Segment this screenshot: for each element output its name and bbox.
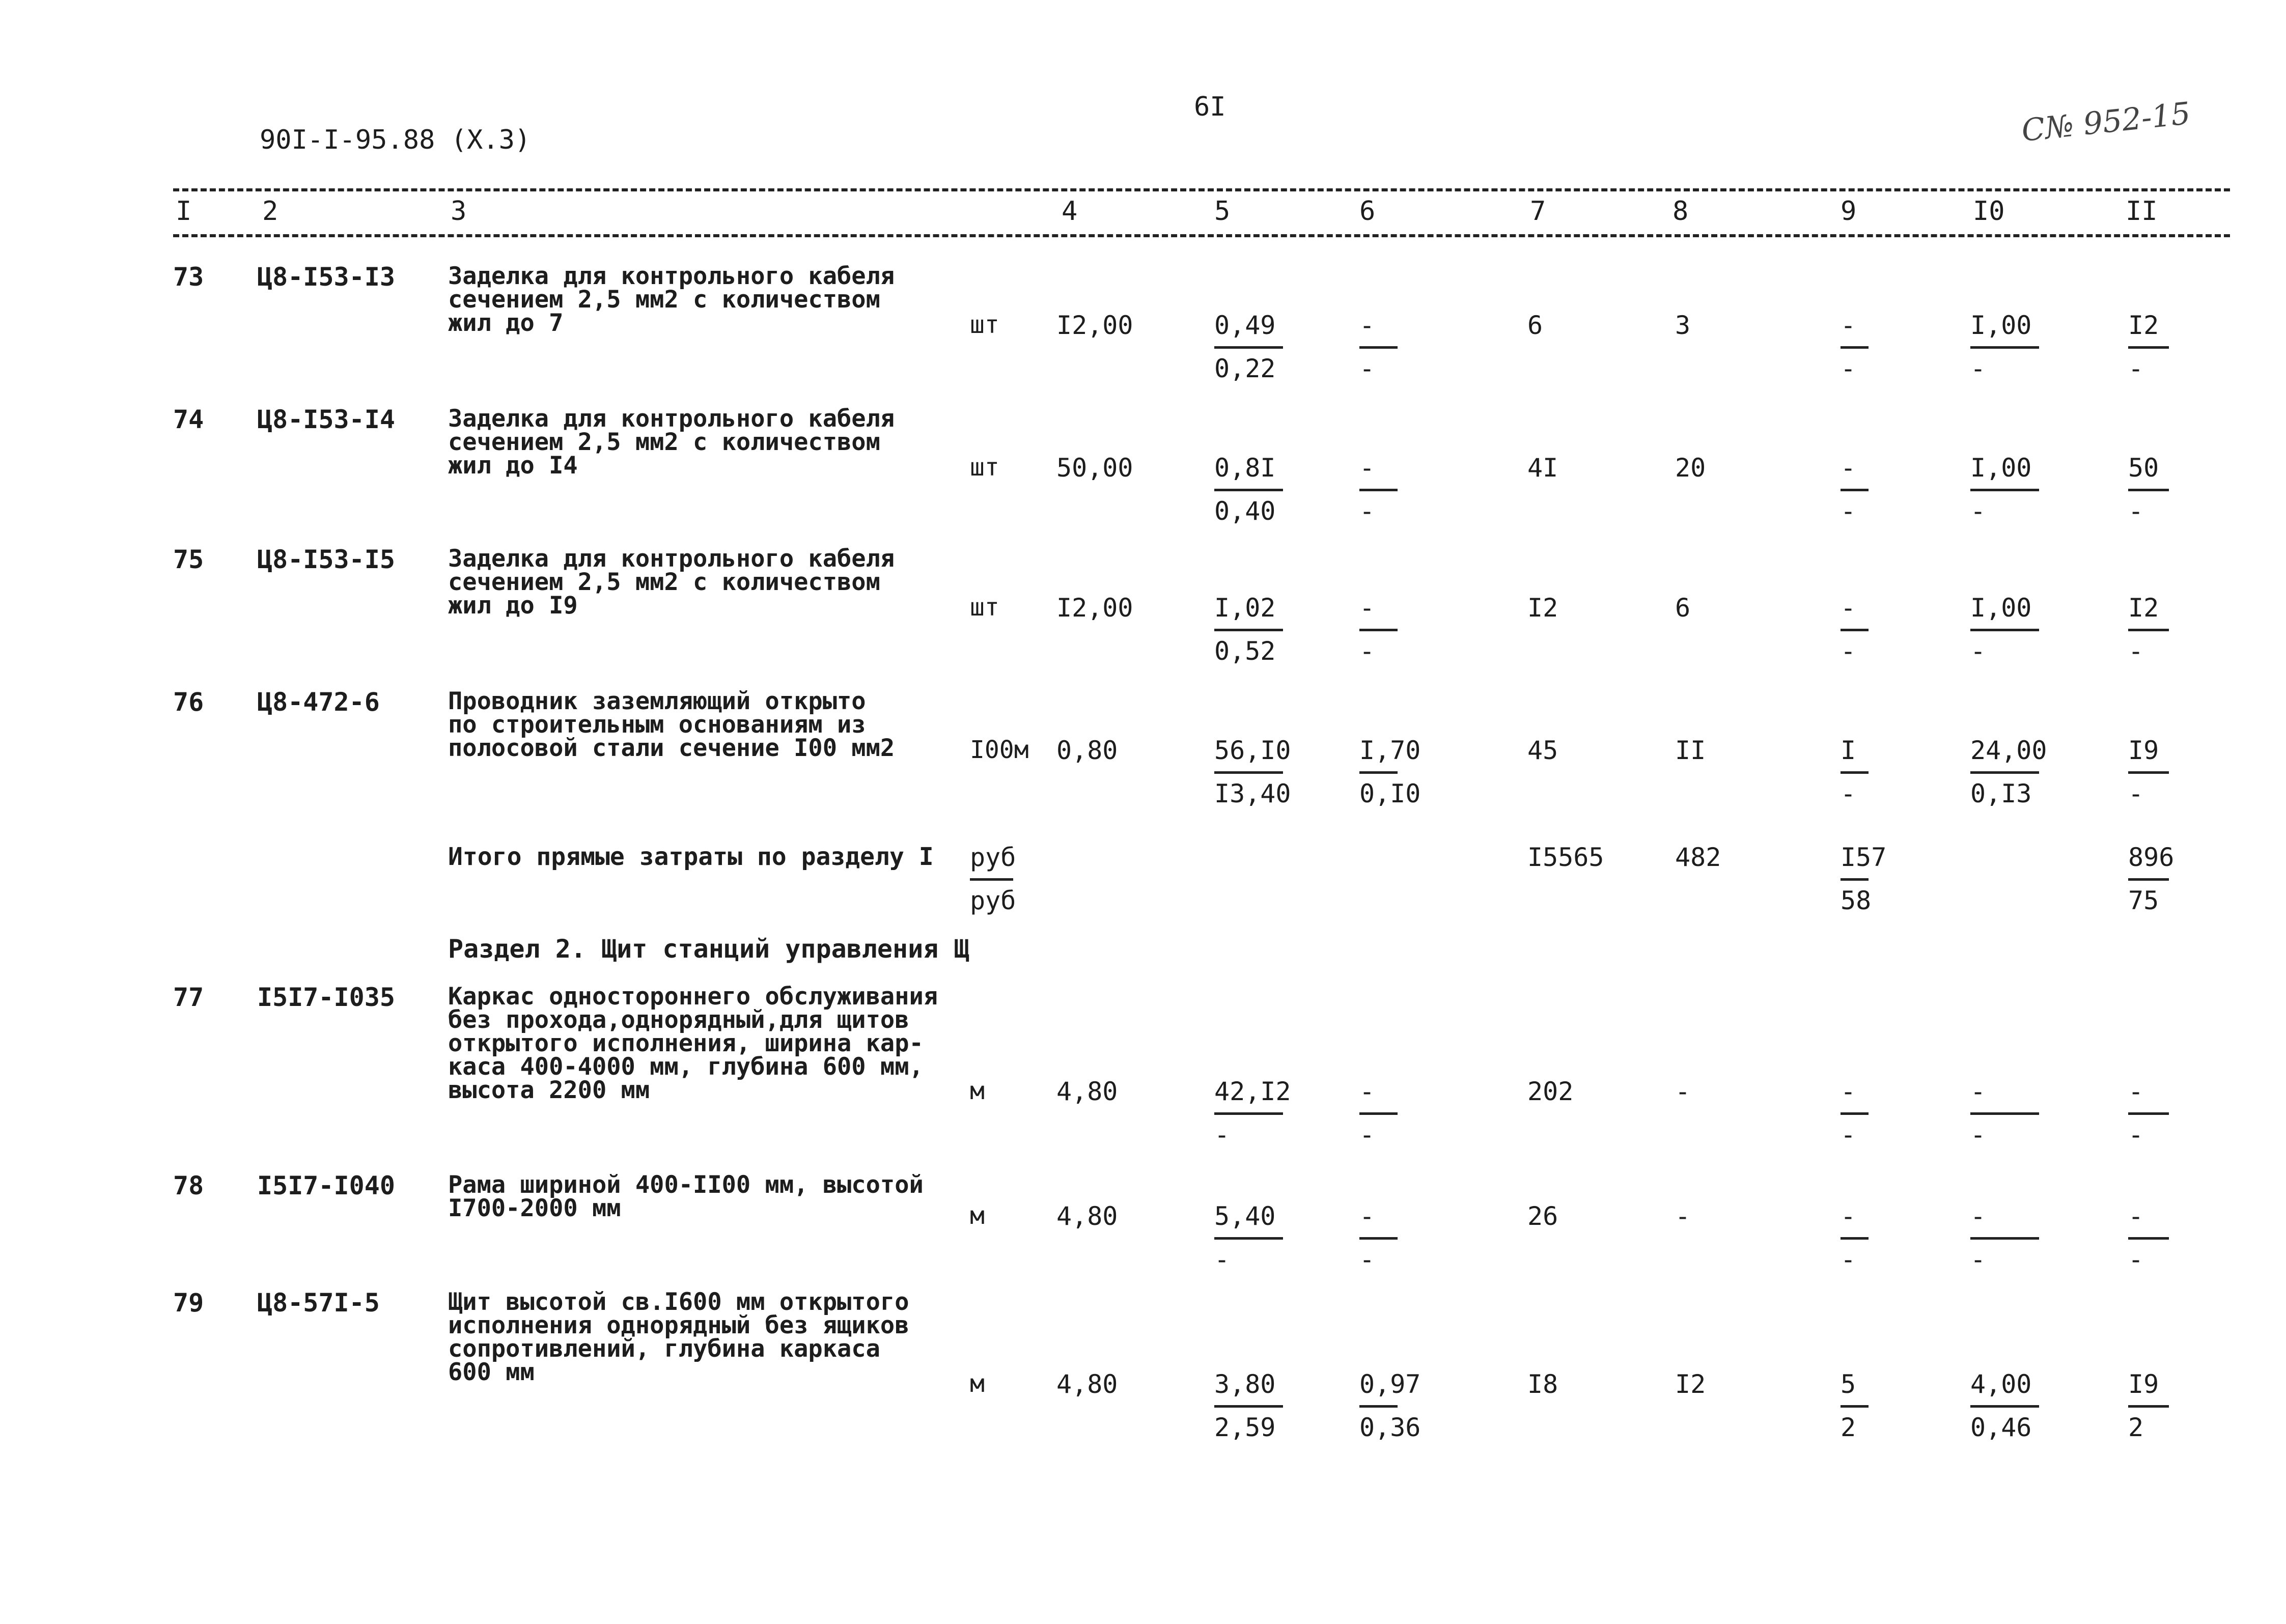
archive-stamp: С№ 952-15: [2020, 95, 2192, 149]
fraction-denominator: -: [1970, 496, 1986, 526]
col-7-value: 6: [1527, 311, 1543, 340]
work-description: Каркас одностороннего обслуживания без прохода,однорядный,для щитов открытого исполнения, ширина кар- каса 400-4000 мм, глубина 600 мм, высота 2200 мм: [448, 983, 938, 1104]
fraction-numerator: -: [2128, 1201, 2144, 1231]
fraction-bar: [1970, 1405, 2039, 1408]
fraction-bar: [1214, 1112, 1283, 1115]
fraction-numerator: 42,I2: [1214, 1077, 1291, 1106]
fraction-denominator: 2: [1841, 1413, 1856, 1442]
fraction-denominator: 0,52: [1214, 636, 1276, 666]
fraction-numerator: -: [1970, 1201, 1986, 1231]
fraction-bar: [1841, 629, 1869, 631]
fraction-numerator: I9: [2128, 1369, 2159, 1399]
fraction-numerator: -: [1841, 1201, 1856, 1231]
row-number: 74: [173, 405, 204, 434]
fraction-bar: [1841, 771, 1869, 774]
col-header-5: 5: [1214, 196, 1231, 227]
fraction-numerator: руб: [970, 843, 1016, 872]
rate-code: Ц8-I53-I3: [257, 262, 395, 292]
fraction-denominator: -: [1841, 636, 1856, 666]
rate-code: I5I7-I040: [257, 1171, 395, 1200]
fraction-numerator: 896: [2128, 843, 2175, 872]
fraction-numerator: -: [1359, 593, 1375, 623]
fraction-bar: [1841, 1237, 1869, 1240]
unit-of-measure: м: [970, 1201, 985, 1230]
work-description: Заделка для контрольного кабеля сечением 2,5 мм2 с количеством жил до I4: [448, 405, 895, 480]
fraction-denominator: -: [1841, 1120, 1856, 1150]
section-heading: Раздел 2. Щит станций управления Щ: [448, 934, 969, 964]
doc-code: 90I-I-95.88 (X.3): [260, 125, 531, 155]
fraction-denominator: 0,40: [1214, 496, 1276, 526]
fraction-bar: [1359, 346, 1398, 349]
fraction-numerator: 0,97: [1359, 1369, 1421, 1399]
fraction-denominator: -: [1841, 496, 1856, 526]
fraction-numerator: I,00: [1970, 453, 2032, 483]
fraction-bar: [1214, 1405, 1283, 1408]
fraction-bar: [1214, 629, 1283, 631]
fraction-bar: [1841, 1112, 1869, 1115]
fraction-denominator: -: [2128, 1120, 2144, 1150]
col-header-4: 4: [1062, 196, 1078, 227]
col-8-value: II: [1675, 736, 1706, 765]
fraction-numerator: I2: [2128, 311, 2159, 340]
unit-of-measure: м: [970, 1369, 985, 1398]
col-7-value: 45: [1527, 736, 1558, 765]
fraction-numerator: -: [1841, 311, 1856, 340]
fraction-numerator: I2: [2128, 593, 2159, 623]
fraction-bar: [2128, 1112, 2169, 1115]
fraction-denominator: -: [1359, 1120, 1375, 1150]
fraction-numerator: I,00: [1970, 311, 2032, 340]
fraction-numerator: I,00: [1970, 593, 2032, 623]
row-number: 75: [173, 545, 204, 574]
header-top-rule: [173, 188, 2230, 191]
fraction-numerator: 0,8I: [1214, 453, 1276, 483]
unit-of-measure: шт: [970, 453, 999, 482]
fraction-numerator: I9: [2128, 736, 2159, 765]
fraction-denominator: 0,36: [1359, 1413, 1421, 1442]
fraction-numerator: -: [1359, 1077, 1375, 1106]
totals-col-7: I5565: [1527, 843, 1604, 872]
rate-code: Ц8-I53-I5: [257, 545, 395, 574]
fraction-bar: [1214, 771, 1283, 774]
col-header-9: 9: [1841, 196, 1857, 227]
fraction-bar: [1970, 1112, 2039, 1115]
col-8-value: 3: [1675, 311, 1691, 340]
fraction-denominator: 0,I0: [1359, 779, 1421, 808]
fraction-numerator: I,02: [1214, 593, 1276, 623]
fraction-denominator: 0,46: [1970, 1413, 2032, 1442]
fraction-bar: [1841, 346, 1869, 349]
fraction-numerator: 0,49: [1214, 311, 1276, 340]
work-description: Рама шириной 400-II00 мм, высотой I700-2000 мм: [448, 1171, 924, 1222]
quantity: 4,80: [1056, 1369, 1118, 1399]
col-header-1: I: [176, 196, 192, 227]
fraction-numerator: -: [1359, 453, 1375, 483]
col-7-value: 202: [1527, 1077, 1574, 1106]
fraction-denominator: -: [1359, 496, 1375, 526]
rate-code: I5I7-I035: [257, 983, 395, 1012]
work-description: Проводник заземляющий открыто по строительным основаниям из полосовой стали сечение I00 мм2: [448, 687, 895, 762]
totals-label: Итого прямые затраты по разделу I: [448, 843, 934, 871]
fraction-numerator: 3,80: [1214, 1369, 1276, 1399]
fraction-denominator: -: [2128, 354, 2144, 383]
unit-of-measure: шт: [970, 593, 999, 622]
fraction-bar: [1970, 1237, 2039, 1240]
quantity: 4,80: [1056, 1201, 1118, 1231]
fraction-numerator: I: [1841, 736, 1856, 765]
fraction-denominator: -: [1841, 354, 1856, 383]
fraction-denominator: I3,40: [1214, 779, 1291, 808]
fraction-bar: [1359, 771, 1398, 774]
fraction-denominator: 2,59: [1214, 1413, 1276, 1442]
fraction-bar: [2128, 1405, 2169, 1408]
col-8-value: -: [1675, 1077, 1691, 1106]
quantity: I2,00: [1056, 311, 1133, 340]
fraction-bar: [1214, 489, 1283, 491]
fraction-bar: [2128, 346, 2169, 349]
fraction-numerator: -: [1841, 593, 1856, 623]
col-header-11: II: [2126, 196, 2158, 227]
col-8-value: -: [1675, 1201, 1691, 1231]
fraction-bar: [2128, 489, 2169, 491]
quantity: 50,00: [1056, 453, 1133, 483]
fraction-bar: [2128, 878, 2169, 881]
rate-code: Ц8-472-6: [257, 687, 380, 717]
fraction-bar: [1214, 346, 1283, 349]
fraction-numerator: -: [1359, 311, 1375, 340]
fraction-denominator: -: [1841, 779, 1856, 808]
row-number: 76: [173, 687, 204, 717]
unit-of-measure: м: [970, 1077, 985, 1105]
fraction-bar: [1359, 489, 1398, 491]
row-number: 79: [173, 1288, 204, 1318]
fraction-denominator: -: [1359, 354, 1375, 383]
fraction-bar: [1841, 1405, 1869, 1408]
rate-code: Ц8-I53-I4: [257, 405, 395, 434]
col-header-6: 6: [1359, 196, 1376, 227]
fraction-bar: [2128, 629, 2169, 631]
col-7-value: 4I: [1527, 453, 1558, 483]
fraction-denominator: -: [1841, 1245, 1856, 1274]
fraction-denominator: -: [2128, 1245, 2144, 1274]
col-8-value: 20: [1675, 453, 1706, 483]
work-description: Заделка для контрольного кабеля сечением 2,5 мм2 с количеством жил до 7: [448, 262, 895, 337]
fraction-numerator: I57: [1841, 843, 1887, 872]
page-number: 6I: [1194, 92, 1226, 122]
fraction-bar: [1841, 489, 1869, 491]
fraction-numerator: -: [2128, 1077, 2144, 1106]
fraction-numerator: 5: [1841, 1369, 1856, 1399]
fraction-bar: [1359, 1112, 1398, 1115]
rate-code: Ц8-57I-5: [257, 1288, 380, 1318]
fraction-denominator: -: [2128, 496, 2144, 526]
fraction-bar: [2128, 771, 2169, 774]
col-header-10: I0: [1973, 196, 2005, 227]
col-8-value: 6: [1675, 593, 1691, 623]
fraction-numerator: -: [1359, 1201, 1375, 1231]
fraction-numerator: 5,40: [1214, 1201, 1276, 1231]
quantity: I2,00: [1056, 593, 1133, 623]
col-header-2: 2: [262, 196, 278, 227]
totals-col-8: 482: [1675, 843, 1721, 872]
fraction-bar: [1970, 629, 2039, 631]
work-description: Заделка для контрольного кабеля сечением 2,5 мм2 с количеством жил до I9: [448, 545, 895, 620]
fraction-denominator: -: [2128, 779, 2144, 808]
unit-of-measure: шт: [970, 311, 999, 339]
fraction-denominator: 0,22: [1214, 354, 1276, 383]
fraction-denominator: 2: [2128, 1413, 2144, 1442]
fraction-numerator: 50: [2128, 453, 2159, 483]
fraction-bar: [970, 878, 1013, 881]
row-number: 73: [173, 262, 204, 292]
header-bottom-rule: [173, 234, 2230, 237]
fraction-denominator: -: [1970, 1245, 1986, 1274]
fraction-bar: [1359, 1405, 1398, 1408]
fraction-numerator: 24,00: [1970, 736, 2047, 765]
fraction-denominator: 58: [1841, 886, 1872, 915]
fraction-denominator: -: [1359, 636, 1375, 666]
col-7-value: 26: [1527, 1201, 1558, 1231]
fraction-denominator: 0,I3: [1970, 779, 2032, 808]
fraction-bar: [1970, 489, 2039, 491]
fraction-denominator: 75: [2128, 886, 2159, 915]
fraction-bar: [1359, 1237, 1398, 1240]
fraction-bar: [2128, 1237, 2169, 1240]
fraction-denominator: -: [1214, 1120, 1230, 1150]
fraction-numerator: 4,00: [1970, 1369, 2032, 1399]
col-header-8: 8: [1672, 196, 1689, 227]
fraction-denominator: -: [1214, 1245, 1230, 1274]
col-7-value: I8: [1527, 1369, 1558, 1399]
fraction-bar: [1970, 346, 2039, 349]
fraction-denominator: -: [2128, 636, 2144, 666]
fraction-numerator: -: [1970, 1077, 1986, 1106]
col-header-7: 7: [1530, 196, 1546, 227]
quantity: 0,80: [1056, 736, 1118, 765]
col-8-value: I2: [1675, 1369, 1706, 1399]
fraction-numerator: -: [1841, 453, 1856, 483]
col-7-value: I2: [1527, 593, 1558, 623]
row-number: 77: [173, 983, 204, 1012]
work-description: Щит высотой св.I600 мм открытого исполнения однорядный без ящиков сопротивлений, глубина каркаса 600 мм: [448, 1288, 909, 1386]
unit-of-measure: I00м: [970, 736, 1029, 764]
row-number: 78: [173, 1171, 204, 1200]
fraction-denominator: -: [1970, 636, 1986, 666]
fraction-denominator: -: [1359, 1245, 1375, 1274]
fraction-denominator: руб: [970, 886, 1016, 915]
fraction-numerator: 56,I0: [1214, 736, 1291, 765]
col-header-3: 3: [451, 196, 467, 227]
fraction-denominator: -: [1970, 1120, 1986, 1150]
fraction-bar: [1970, 771, 2039, 774]
fraction-denominator: -: [1970, 354, 1986, 383]
fraction-numerator: -: [1841, 1077, 1856, 1106]
quantity: 4,80: [1056, 1077, 1118, 1106]
fraction-bar: [1841, 878, 1869, 881]
fraction-bar: [1214, 1237, 1283, 1240]
fraction-bar: [1359, 629, 1398, 631]
fraction-numerator: I,70: [1359, 736, 1421, 765]
